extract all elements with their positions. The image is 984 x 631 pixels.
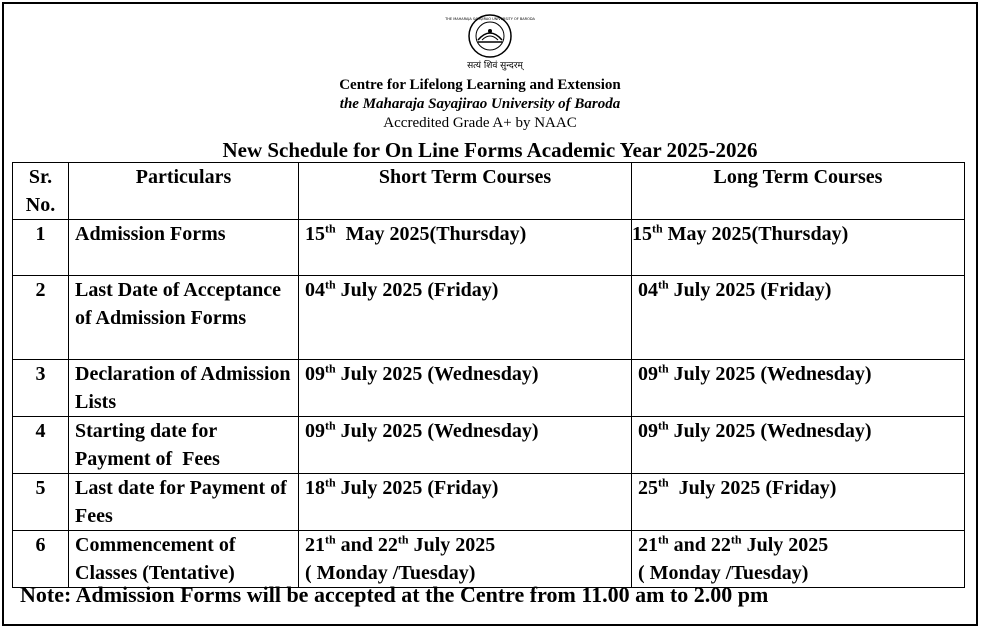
long-term-date: 04th July 2025 (Friday)	[632, 276, 965, 360]
row-particular: Commencement of Classes (Tentative)	[69, 531, 299, 588]
schedule-table	[12, 162, 965, 588]
table-row	[13, 220, 965, 276]
long-term-date: 15th May 2025(Thursday)	[632, 220, 965, 276]
row-number: 4	[13, 417, 69, 474]
col-header-particulars: Particulars	[69, 163, 299, 220]
row-particular: Admission Forms	[69, 220, 299, 276]
row-particular: Last date for Payment of Fees	[69, 474, 299, 531]
university-name: the Maharaja Sayajirao University of Baroda	[339, 96, 621, 112]
short-term-date: 09th July 2025 (Wednesday)	[299, 360, 632, 417]
short-term-date: 15th May 2025(Thursday)	[299, 220, 632, 276]
long-term-date: 09th July 2025 (Wednesday)	[632, 360, 965, 417]
short-term-date: 18th July 2025 (Friday)	[299, 474, 632, 531]
col-header-long-term: Long Term Courses	[632, 163, 965, 220]
university-motto: सत्यं शिवं सुन्दरम्	[467, 61, 523, 71]
svg-text:THE MAHARAJA SAYAJIRAO UNIVERS: THE MAHARAJA SAYAJIRAO UNIVERSITY OF BARODA	[445, 17, 535, 21]
row-number: 5	[13, 474, 69, 531]
short-term-date: 04th July 2025 (Friday)	[299, 276, 632, 360]
table-row	[13, 474, 965, 531]
table-header-row	[13, 163, 965, 220]
table-row	[13, 531, 965, 588]
long-term-date: 21th and 22th July 2025 ( Monday /Tuesday)	[632, 531, 965, 588]
short-term-date: 09th July 2025 (Wednesday)	[299, 417, 632, 474]
centre-name: Centre for Lifelong Learning and Extension	[339, 77, 621, 93]
row-number: 2	[13, 276, 69, 360]
long-term-date: 25th July 2025 (Friday)	[632, 474, 965, 531]
short-term-date: 21th and 22th July 2025 ( Monday /Tuesday)	[299, 531, 632, 588]
admission-note: Note: Admission Forms will be accepted at the Centre from 11.00 am to 2.00 pm	[20, 582, 769, 607]
long-term-date: 09th July 2025 (Wednesday)	[632, 417, 965, 474]
col-header-sr-no: Sr. No.	[13, 163, 69, 220]
col-header-short-term: Short Term Courses	[299, 163, 632, 220]
row-particular: Declaration of Admission Lists	[69, 360, 299, 417]
accreditation-line: Accredited Grade A+ by NAAC	[383, 115, 577, 131]
table-row	[13, 276, 965, 360]
row-particular: Last Date of Acceptance of Admission Forms	[69, 276, 299, 360]
row-particular: Starting date for Payment of Fees	[69, 417, 299, 474]
row-number: 3	[13, 360, 69, 417]
document-title: New Schedule for On Line Forms Academic Year 2025-2026	[222, 138, 758, 162]
row-number: 1	[13, 220, 69, 276]
row-number: 6	[13, 531, 69, 588]
table-row	[13, 360, 965, 417]
table-row	[13, 417, 965, 474]
